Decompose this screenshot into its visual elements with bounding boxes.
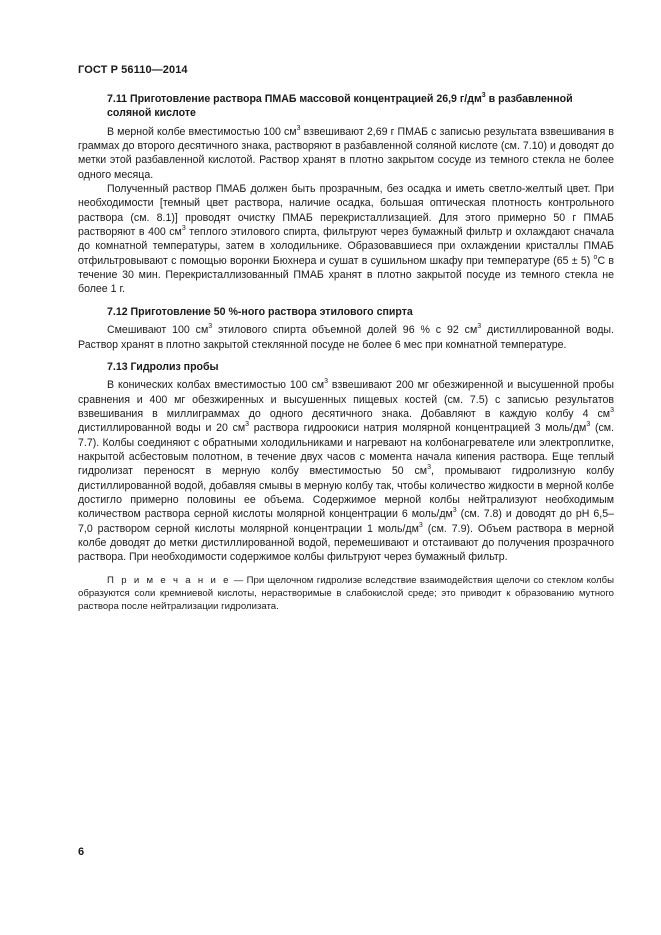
superscript: 3 bbox=[296, 124, 301, 132]
heading-text: в разбавленной соляной кислоте bbox=[107, 93, 573, 120]
note-label: П р и м е ч а н и е bbox=[107, 574, 231, 586]
text: этилового спирта объемной долей 96 % с 92 см bbox=[212, 324, 478, 337]
superscript: 3 bbox=[427, 464, 431, 472]
text: дистиллированной воды. Раствор хранят в плотно закрытой стеклянной посуде не более 6 мес при комнатной температуре. bbox=[78, 324, 614, 351]
superscript: 3 bbox=[181, 225, 186, 233]
text: раствора гидроокиси натрия молярной концентрацией 3 моль/дм bbox=[249, 422, 587, 435]
text: (см. 7.8) и доводят до рН 6,5–7,0 раствором серной кислоты молярной концентрации 1 моль/дм bbox=[78, 508, 614, 535]
section-heading-7-11 bbox=[78, 92, 614, 121]
document-header: ГОСТ Р 56110—2014 bbox=[78, 64, 188, 76]
text: (см. 7.7). Колбы соединяют с обратными холодильниками и нагревают на колбонагревателе или электроплитке, накрытой асбестовым полотном, в течение двух часов с момента начала кипения раствора. Еще теплый гидролизат переносят в мерную колбу вместимостью 50 см bbox=[78, 422, 614, 478]
text: взвешивают 2,69 г ПМАБ с записью результата взвешивания в граммах до второго десятичного знака, растворяют в разбавленной соляной кислоте (см. 7.10) и доводят до метки этой разбавленной кислотой. Раствор хранят в плотно закрытом сосуде из темного стекла не более одного месяца. bbox=[78, 125, 614, 181]
document-body bbox=[78, 92, 614, 613]
superscript: 3 bbox=[208, 323, 213, 331]
text: Смешивают 100 см bbox=[107, 324, 209, 337]
text: дистиллированной воды и 20 см bbox=[78, 422, 246, 435]
text: теплого этилового спирта, фильтруют через бумажный фильтр и охлаждают сначала до комнатной температуры, затем в холодильнике. Образовавшиеся при охлаждении кристаллы ПМАБ отфильтровывают с помощью воронки Бюхнера и сушат в сушильном шкафу при температуре (65 ± 5) bbox=[78, 226, 614, 267]
page-number: 6 bbox=[78, 846, 85, 858]
heading-text: 7.11 Приготовление раствора ПМАБ массовой концентрацией 26,9 г/дм bbox=[107, 93, 482, 105]
text: (см. 7.9). Объем раствора в мерной колбе доводят до метки дистиллированной водой, перемешивают и отстаивают до получения прозрачного раствора. При необходимости содержимое колбы фильтруют через бумажный фильтр. bbox=[78, 522, 614, 564]
superscript: о bbox=[593, 253, 598, 261]
superscript: 3 bbox=[418, 521, 423, 529]
text: Полученный раствор ПМАБ должен быть прозрачным, без осадка и иметь светло-желтый цвет. При необходимости [темный цвет раствора, наличие осадка, большая оптическая плотность контрольного раствора (см. 8.1)] проводят очистку ПМАБ перекристаллизацией. Для этого примерно 50 г ПМАБ растворяют в 400 см bbox=[78, 183, 614, 239]
superscript: 3 bbox=[481, 92, 486, 99]
text: С в течение 30 мин. Перекристаллизованный ПМАБ хранят в плотно закрытой посуде из темного стекла не более 1 г. bbox=[78, 254, 615, 296]
superscript: 3 bbox=[610, 406, 614, 414]
superscript: 3 bbox=[452, 507, 457, 515]
section-heading-7-13: 7.13 Гидролиз пробы bbox=[107, 360, 219, 373]
superscript: 3 bbox=[324, 378, 328, 386]
paragraph bbox=[78, 378, 614, 564]
note bbox=[78, 574, 614, 613]
superscript: 3 bbox=[477, 323, 482, 331]
superscript: 3 bbox=[245, 421, 250, 429]
paragraph bbox=[78, 323, 614, 352]
paragraph bbox=[78, 182, 614, 297]
note-text: — При щелочном гидролизе вследствие взаимодействия щелочи со стеклом колбы образуются соли кремниевой кислоты, нерастворимые в слабокислой среде; это приводит к образованию мутного раствора после нейтрализации гидролизата. bbox=[78, 574, 614, 612]
superscript: 3 bbox=[586, 421, 591, 429]
paragraph bbox=[78, 125, 614, 182]
text: взвешивают 200 мг обезжиренной и высушенной пробы сравнения и 400 мг обезжиренных и высушенных пищевых костей (см. 7.5) с записью результатов взвешивания в миллиграммах до одного десятичного знака. Добавляют в каждую колбу 4 см bbox=[78, 379, 614, 420]
text: , промывают гидролизную колбу дистиллированной водой, добавляя смывы в мерную колбу так, чтобы количество жидкости в мерной колбе достигло примерно половины ее объема. Содержимое мерной колбы нейтрализуют необходимым количеством раствора серной кислоты молярной концентрации 6 моль/дм bbox=[78, 465, 614, 521]
section-heading-7-12: 7.12 Приготовление 50 %-ного раствора этилового спирта bbox=[107, 305, 413, 318]
text: В мерной колбе вместимостью 100 см bbox=[107, 125, 297, 138]
text: В конических колбах вместимостью 100 см bbox=[107, 379, 325, 392]
